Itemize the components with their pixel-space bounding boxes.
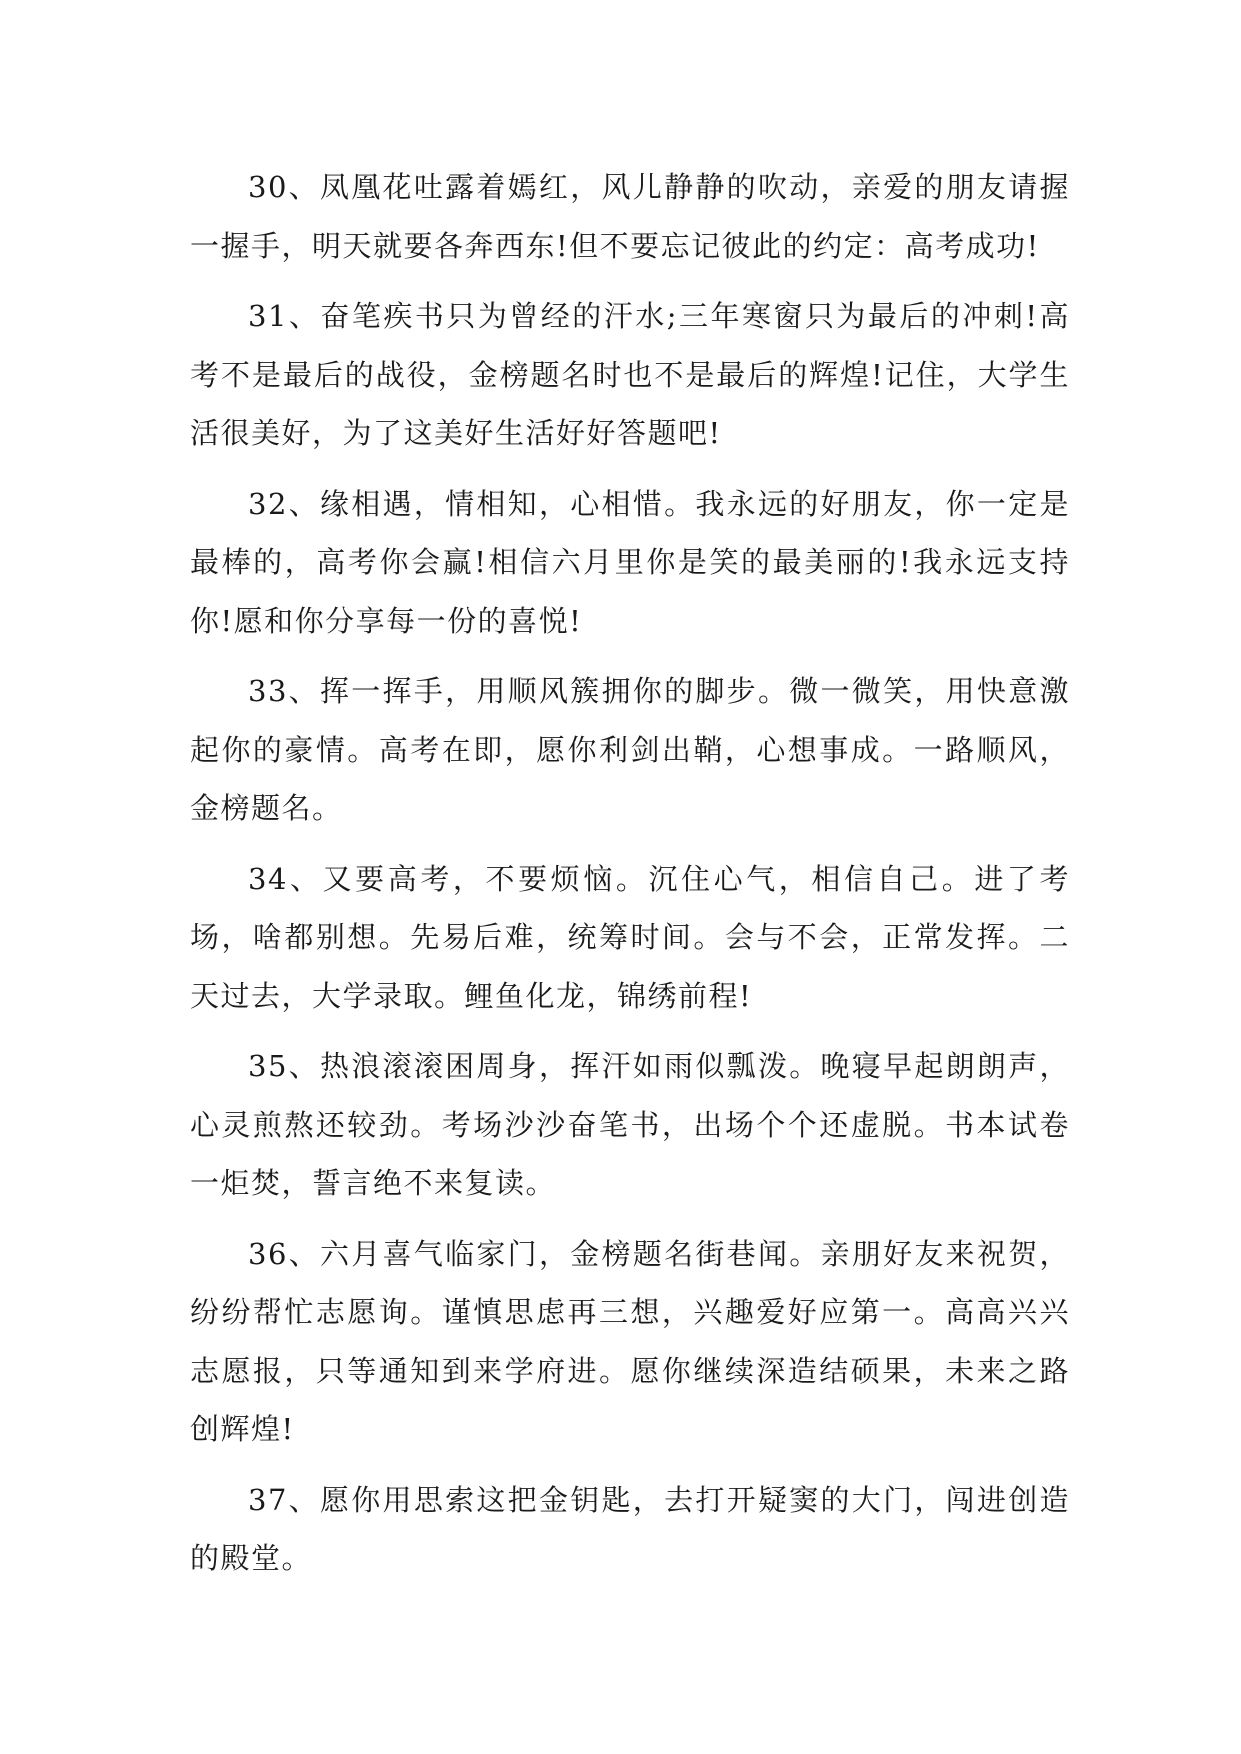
- paragraph-30: 30、凤凰花吐露着嫣红，风儿静静的吹动，亲爱的朋友请握一握手，明天就要各奔西东!但不要忘记彼此的约定：高考成功!: [190, 170, 1070, 263]
- paragraph-37: 37、愿你用思索这把金钥匙，去打开疑窦的大门，闯进创造的殿堂。: [190, 1482, 1070, 1575]
- paragraph-33: 33、挥一挥手，用顺风簇拥你的脚步。微一微笑，用快意激起你的豪情。高考在即，愿你利剑出鞘，心想事成。一路顺风，金榜题名。: [190, 674, 1070, 825]
- paragraph-35: 35、热浪滚滚困周身，挥汗如雨似瓢泼。晚寝早起朗朗声，心灵煎熬还较劲。考场沙沙奋笔书，出场个个还虚脱。书本试卷一炬焚，誓言绝不来复读。: [190, 1049, 1070, 1200]
- paragraph-31: 31、奋笔疾书只为曾经的汗水;三年寒窗只为最后的冲刺!高考不是最后的战役，金榜题名时也不是最后的辉煌!记住，大学生活很美好，为了这美好生活好好答题吧!: [190, 299, 1070, 450]
- paragraph-32: 32、缘相遇，情相知，心相惜。我永远的好朋友，你一定是最棒的，高考你会赢!相信六月里你是笑的最美丽的!我永远支持你!愿和你分享每一份的喜悦!: [190, 486, 1070, 638]
- paragraph-34: 34、又要高考，不要烦恼。沉住心气，相信自己。进了考场，啥都别想。先易后难，统筹时间。会与不会，正常发挥。二天过去，大学录取。鲤鱼化龙，锦绣前程!: [190, 861, 1070, 1013]
- document-body: [190, 158, 1070, 1600]
- paragraph-36: 36、六月喜气临家门，金榜题名街巷闻。亲朋好友来祝贺，纷纷帮忙志愿询。谨慎思虑再三想，兴趣爱好应第一。高高兴兴志愿报，只等通知到来学府进。愿你继续深造结硕果，未来之路创辉煌!: [190, 1236, 1070, 1446]
